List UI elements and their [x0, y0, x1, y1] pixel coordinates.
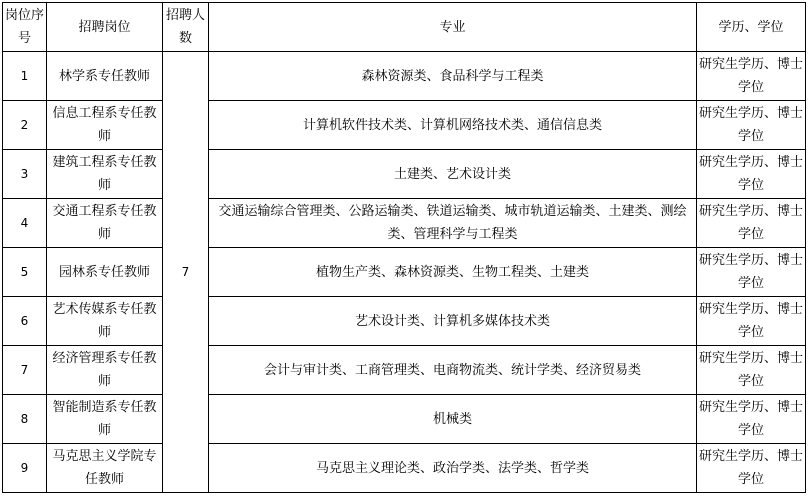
table-row — [3, 52, 806, 101]
row-seq: 7 — [3, 346, 47, 395]
recruitment-table — [2, 2, 806, 493]
row-degree: 研究生学历、博士学位 — [697, 248, 806, 297]
row-position: 马克思主义学院专任教师 — [47, 444, 163, 493]
row-degree: 研究生学历、博士学位 — [697, 444, 806, 493]
total-count-cell: 7 — [163, 52, 209, 493]
row-degree: 研究生学历、博士学位 — [697, 199, 806, 248]
row-degree: 研究生学历、博士学位 — [697, 346, 806, 395]
row-seq: 4 — [3, 199, 47, 248]
header-count: 招聘人数 — [163, 3, 209, 52]
row-position: 建筑工程系专任教师 — [47, 150, 163, 199]
row-degree: 研究生学历、博士学位 — [697, 150, 806, 199]
row-position: 信息工程系专任教师 — [47, 101, 163, 150]
row-position: 智能制造系专任教师 — [47, 395, 163, 444]
table-row — [3, 199, 806, 248]
row-position: 艺术传媒系专任教师 — [47, 297, 163, 346]
table-row — [3, 101, 806, 150]
table-header-row — [3, 3, 806, 52]
row-major: 土建类、艺术设计类 — [209, 150, 697, 199]
row-position: 园林系专任教师 — [47, 248, 163, 297]
header-seq: 岗位序号 — [3, 3, 47, 52]
row-major: 会计与审计类、工商管理类、电商物流类、统计学类、经济贸易类 — [209, 346, 697, 395]
header-major: 专业 — [209, 3, 697, 52]
row-major: 机械类 — [209, 395, 697, 444]
row-major: 马克思主义理论类、政治学类、法学类、哲学类 — [209, 444, 697, 493]
row-major: 植物生产类、森林资源类、生物工程类、土建类 — [209, 248, 697, 297]
row-position: 经济管理系专任教师 — [47, 346, 163, 395]
table-row — [3, 248, 806, 297]
row-major: 森林资源类、食品科学与工程类 — [209, 52, 697, 101]
row-major: 交通运输综合管理类、公路运输类、铁道运输类、城市轨道运输类、土建类、测绘类、管理科学与工程类 — [209, 199, 697, 248]
row-seq: 1 — [3, 52, 47, 101]
header-degree: 学历、学位 — [697, 3, 806, 52]
row-degree: 研究生学历、博士学位 — [697, 101, 806, 150]
row-major: 艺术设计类、计算机多媒体技术类 — [209, 297, 697, 346]
row-seq: 5 — [3, 248, 47, 297]
header-position: 招聘岗位 — [47, 3, 163, 52]
table-row — [3, 297, 806, 346]
row-position: 林学系专任教师 — [47, 52, 163, 101]
table-row — [3, 150, 806, 199]
row-degree: 研究生学历、博士学位 — [697, 395, 806, 444]
table-row — [3, 444, 806, 493]
row-position: 交通工程系专任教师 — [47, 199, 163, 248]
table-row — [3, 395, 806, 444]
row-seq: 3 — [3, 150, 47, 199]
row-seq: 2 — [3, 101, 47, 150]
table-row — [3, 346, 806, 395]
row-degree: 研究生学历、博士学位 — [697, 297, 806, 346]
row-major: 计算机软件技术类、计算机网络技术类、通信信息类 — [209, 101, 697, 150]
row-seq: 9 — [3, 444, 47, 493]
row-degree: 研究生学历、博士学位 — [697, 52, 806, 101]
row-seq: 6 — [3, 297, 47, 346]
row-seq: 8 — [3, 395, 47, 444]
